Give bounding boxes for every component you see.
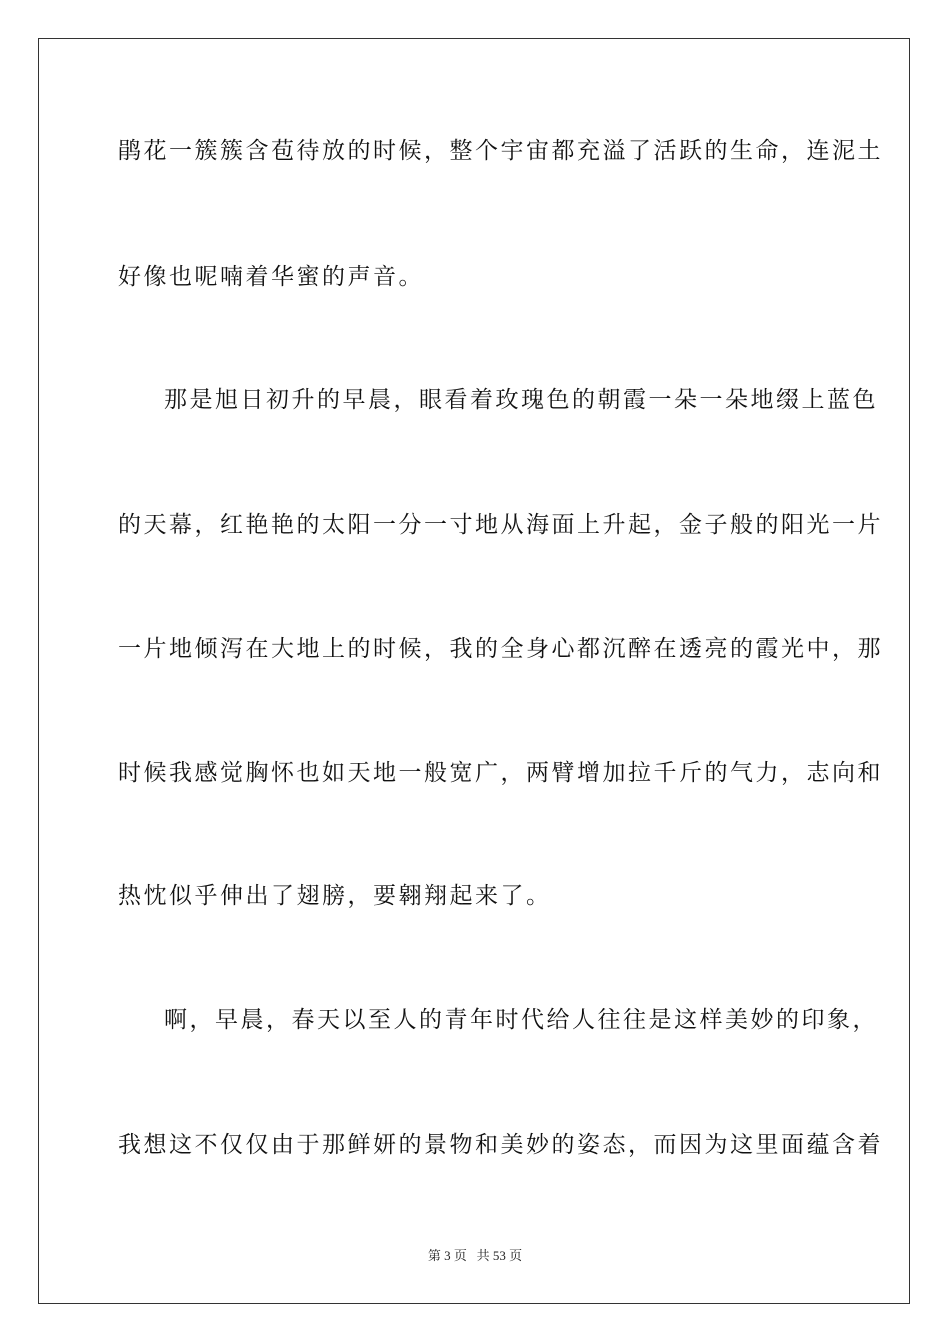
body-text-line: 我想这不仅仅由于那鲜妍的景物和美妙的姿态，而因为这里面蕴含着 [118,1132,883,1158]
paragraph-first-line: 那是旭日初升的早晨，眼看着玫瑰色的朝霞一朵一朵地缀上蓝色 [164,387,878,413]
page-footer [0,1247,950,1265]
body-text-line: 好像也呢喃着华蜜的声音。 [118,264,424,290]
body-text-line: 热忱似乎伸出了翅膀，要翱翔起来了。 [118,883,552,909]
body-text-line: 一片地倾泻在大地上的时候，我的全身心都沉醉在透亮的霞光中，那 [118,636,883,662]
body-text-line: 鹃花一簇簇含苞待放的时候，整个宇宙都充溢了活跃的生命，连泥土 [118,138,883,164]
paragraph-first-line: 啊，早晨，春天以至人的青年时代给人往往是这样美妙的印象， [164,1007,878,1033]
page-border [38,38,910,1304]
page-number: 第 3 页 [427,1248,467,1263]
body-text-line: 时候我感觉胸怀也如天地一般宽广，两臂增加拉千斤的气力，志向和 [118,760,883,786]
page-total: 共 53 页 [476,1248,523,1263]
body-text-line: 的天幕，红艳艳的太阳一分一寸地从海面上升起，金子般的阳光一片 [118,512,883,538]
